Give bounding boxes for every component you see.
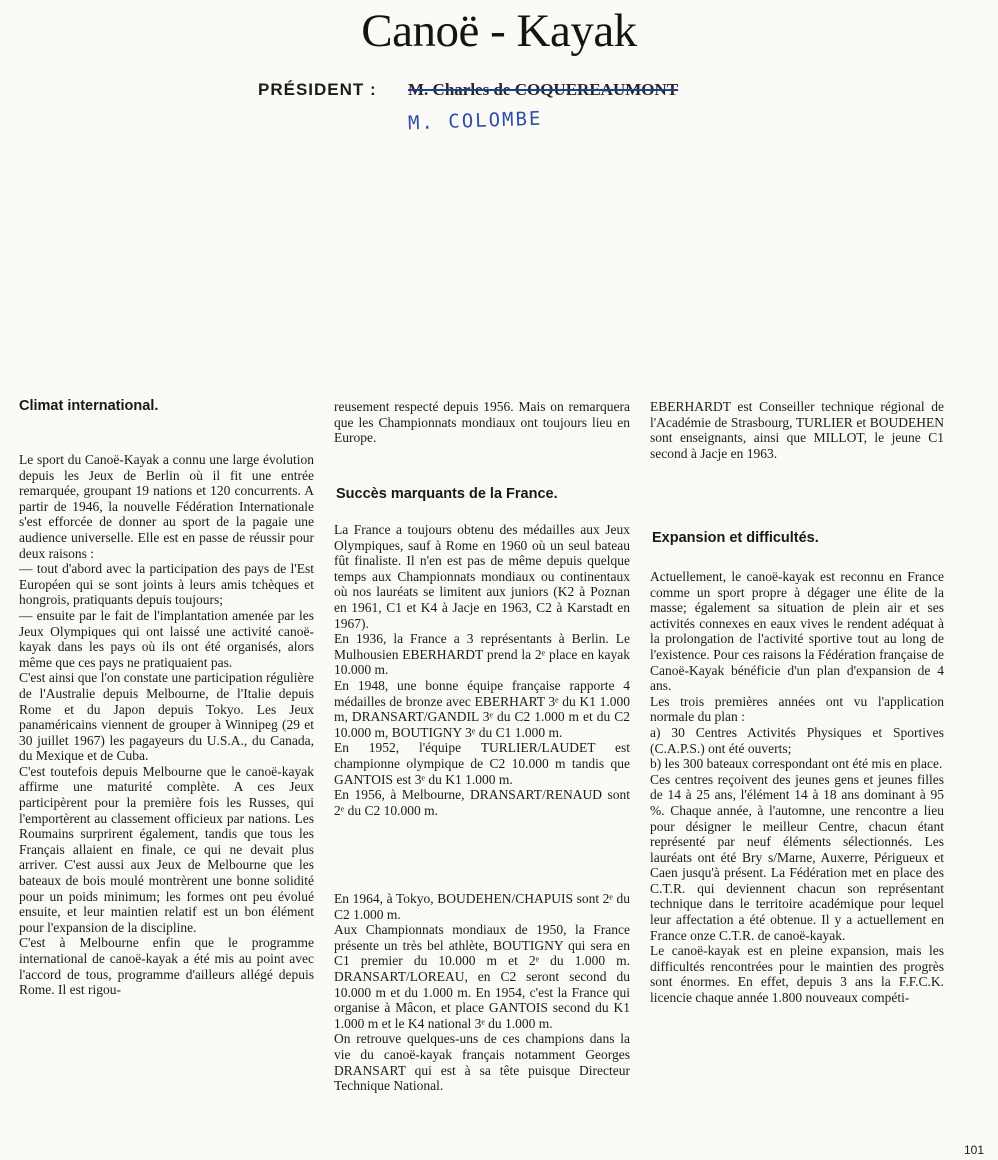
paragraph: Les trois premières années ont vu l'application normale du plan :: [650, 693, 944, 725]
paragraph: EBERHARDT est Conseiller technique régional de l'Académie de Strasbourg, TURLIER et BOUDEHEN sont enseignants, ainsi que MILLOT, le jeune C1 second à Jacje en 1963.: [650, 399, 944, 461]
paragraph: Le canoë-kayak est en pleine expansion, mais les difficultés rencontrées pour le maintien des progrès sont énormes. En effet, depuis 3 ans la F.F.C.K. licencie chaque année 1.800 nouveaux compéti-: [650, 943, 944, 1006]
paragraph: C'est toutefois depuis Melbourne que le canoë-kayak affirme une maturité complète. A ces Jeux participèrent pour la première fois les Russes, qui l'emportèrent au classement officieux par nations. Les Roumains surprirent également, tandis que tous les Français allaient en finale, ce qui ne devait plus arriver. C'est aussi aux Jeux de Melbourne que les bateaux de bois moulé montrèrent une bonne solidité pour un poids minimum; les formes ont peu évolué ensuite, et leur maintien relatif est un bon élément pour l'expansion de la discipline.: [19, 763, 314, 935]
paragraph: En 1956, à Melbourne, DRANSART/RENAUD sont 2ᵉ du C2 10.000 m.: [334, 787, 630, 818]
column-2: [334, 399, 630, 446]
paragraph: C'est ainsi que l'on constate une participation régulière de l'Australie depuis Melbourne, de l'Italie depuis Rome et du Japon depuis Tokyo. Les Jeux panaméricains viennent de grouper à Winnipeg (29 et 30 juillet 1967) les pagayeurs du U.S.A., du Canada, du Mexique et de Cuba.: [19, 670, 314, 764]
paragraph: b) les 300 bateaux correspondant ont été mis en place.: [650, 756, 943, 772]
paragraph: — ensuite par le fait de l'implantation amenée par les Jeux Olympiques qui ont laissé une activité canoë-kayak dans les pays où ils ont été organisés, alors même que ces pays ne pratiquaient pas.: [19, 607, 314, 670]
column-3-section: [650, 569, 944, 1006]
paragraph: En 1936, la France a 3 représentants à Berlin. Le Mulhousien EBERHARDT prend la 2ᵉ place en kayak 10.000 m.: [334, 631, 630, 678]
paragraph: Ces centres reçoivent des jeunes gens et jeunes filles de 14 à 25 ans, l'élément 14 à 18 ans dominant à 95 %. Chaque année, à l'automne, une rencontre a lieu pour désigner le meilleur Centre, chacun étant représenté par neuf éléments sélectionnés. Les lauréats ont été Bry s/Marne, Auxerre, Périgueux et Caen jusqu'à présent. La Fédération met en place des C.T.R. qui deviennent chacun son représentant technique dans le territoire académique pour lequel leur affectation a été obtenue. Il y a actuellement en France onze C.T.R. de canoë-kayak.: [650, 771, 944, 943]
paragraph: a) 30 Centres Activités Physiques et Sportives (C.A.P.S.) ont été ouverts;: [650, 724, 944, 756]
paragraph: C'est à Melbourne enfin que le programme international de canoë-kayak a été mis au point avec l'accord de tous, programme d'ailleurs allégé depuis Rome. Il est rigou-: [19, 935, 314, 998]
page-number: 101: [963, 1143, 984, 1157]
handwritten-president-name: M. COLOMBE: [407, 107, 543, 135]
heading-climat-international: Climat international.: [19, 398, 159, 414]
paragraph: reusement respecté depuis 1956. Mais on remarquera que les Championnats mondiaux ont toujours lieu en Europe.: [334, 399, 630, 446]
paragraph: En 1952, l'équipe TURLIER/LAUDET est championne olympique de C2 10.000 m tandis que GANTOIS est 3ᵉ du K1 1.000 m.: [334, 740, 630, 787]
paragraph: En 1948, une bonne équipe française rapporte 4 médailles de bronze avec EBERHART 3ᵉ du K1 1.000 m, DRANSART/GANDIL 3ᵉ du C2 1.000 m et du C2 10.000 m, BOUTIGNY 3ᵉ du C1 1.000 m.: [334, 677, 630, 740]
president-old-name: M. Charles de COQUEREAUMONT: [408, 80, 679, 99]
paragraph: En 1964, à Tokyo, BOUDEHEN/CHAPUIS sont 2ᵉ du C2 1.000 m.: [334, 891, 630, 922]
column-1: [19, 452, 314, 998]
heading-expansion: Expansion et difficultés.: [652, 530, 819, 546]
paragraph: — tout d'abord avec la participation des pays de l'Est Européen qui se sont joints à leurs amis tchèques et hongrois, pratiquants depuis toujours;: [19, 561, 314, 608]
page-title: Canoë - Kayak: [361, 5, 637, 57]
heading-succes-marquants: Succès marquants de la France.: [336, 486, 558, 502]
paragraph: Actuellement, le canoë-kayak est reconnu en France comme un sport propre à dégager une élite de la masse; également sa situation de plein air et ses activités connexes en eaux vives le rendent adéquat à la prolongation de l'activité sportive tout au long de l'existence. Pour ces raisons la Fédération française de Canoë-Kayak bénéficie d'un plan d'expansion de 4 ans.: [650, 569, 944, 694]
president-label: PRÉSIDENT :: [258, 80, 377, 99]
paragraph: La France a toujours obtenu des médailles aux Jeux Olympiques, sauf à Rome en 1960 où un seul bateau fût finaliste. Il n'en est pas de même depuis quelque temps aux Championnats mondiaux ou continentaux où nos lauréats se limitent aux juniors (K2 à Poznan en 1961, C1 et K4 à Jacje en 1963, C2 à Karstadt en 1967).: [334, 522, 630, 631]
paragraph: Le sport du Canoë-Kayak a connu une large évolution depuis les Jeux de Berlin où il fit une entrée remarquée, groupant 19 nations et 120 concurrents. A partir de 1946, la nouvelle Fédération Internationale s'est efforcée de donner au sport de la pagaie une audience universelle. Elle est en passe de réussir pour deux raisons :: [19, 452, 314, 561]
paragraph: On retrouve quelques-uns de ces champions dans la vie du canoë-kayak français notamment Georges DRANSART qui est à sa tête puisque Directeur Technique National.: [334, 1031, 630, 1094]
paragraph: Aux Championnats mondiaux de 1950, la France présente un très bel athlète, BOUTIGNY qui sera en C1 premier du 10.000 m et 2ᵉ du 1.000 m. DRANSART/LOREAU, en C2 seront second du 10.000 m et du 1.000 m. En 1954, c'est la France qui organise à Mâcon, et place GANTOIS second du K1 1.000 m et le K4 national 3ᵉ du 1.000 m.: [334, 922, 630, 1031]
column-3: [650, 399, 944, 461]
column-2-section-b: [334, 891, 630, 1094]
column-2-section: [334, 522, 630, 818]
